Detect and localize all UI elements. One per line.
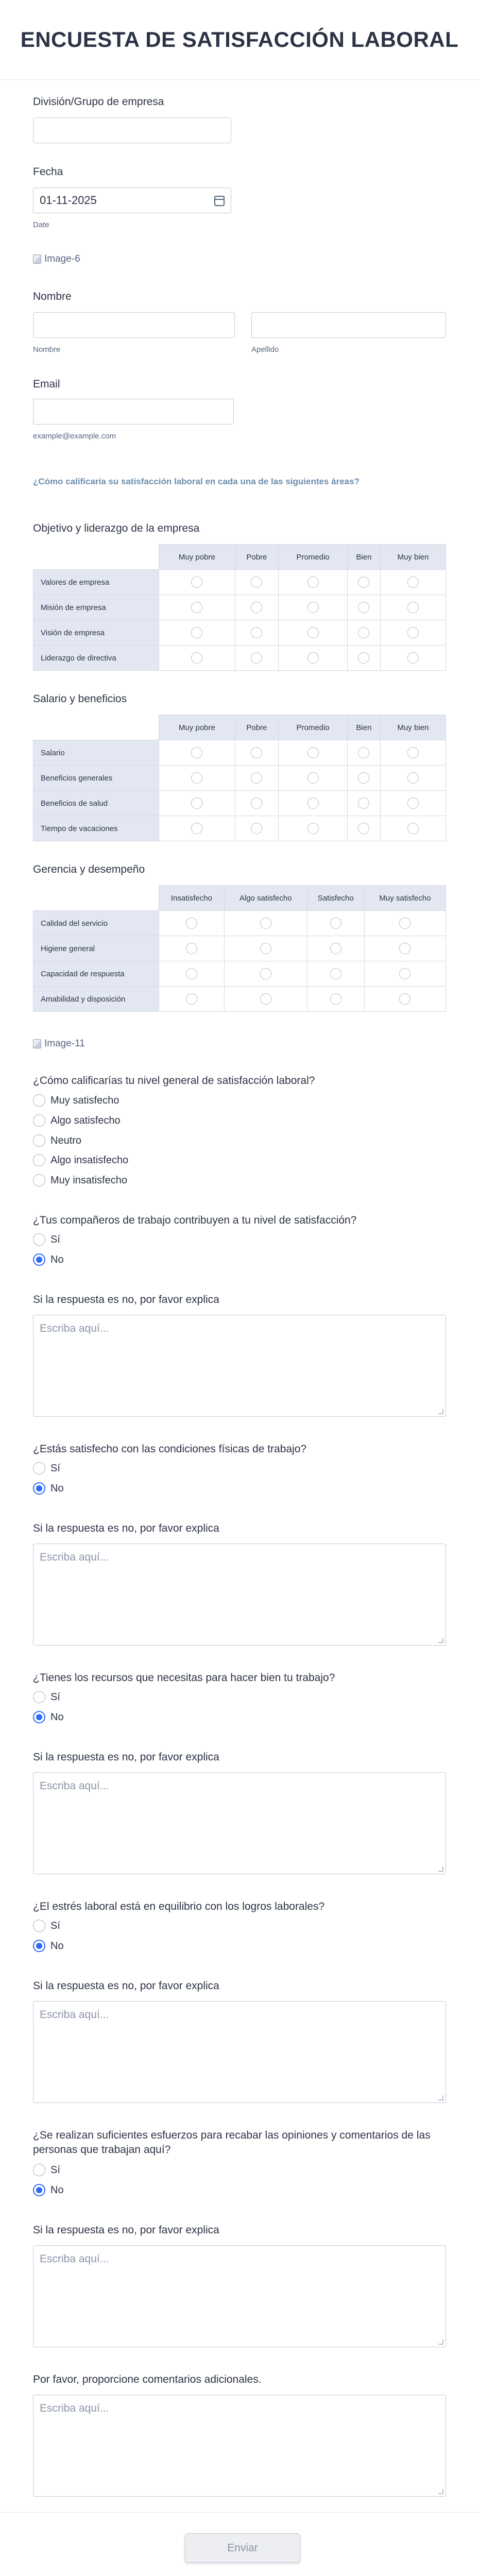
- matrix-row: [33, 620, 446, 646]
- radio-label: Sí: [50, 1462, 60, 1474]
- matrix-radio[interactable]: [251, 627, 262, 638]
- radio-option-yes[interactable]: [33, 1233, 60, 1246]
- matrix-radio[interactable]: [251, 798, 262, 809]
- matrix-row-label: Tiempo de vacaciones: [33, 816, 159, 841]
- matrix-radio[interactable]: [407, 652, 419, 664]
- radio-option-no[interactable]: [33, 1940, 64, 1952]
- resize-grip-icon[interactable]: [438, 2489, 443, 2494]
- resize-grip-icon[interactable]: [438, 2340, 443, 2345]
- matrix-row: [33, 595, 446, 620]
- matrix-radio[interactable]: [407, 823, 419, 834]
- name-label: Nombre: [33, 291, 72, 302]
- coworkers-question: ¿Tus compañeros de trabajo contribuyen a tu nivel de satisfacción?: [33, 1214, 357, 1226]
- explain-label: Si la respuesta es no, por favor explica: [33, 1294, 219, 1306]
- matrix-1-title: Objetivo y liderazgo de la empresa: [33, 522, 200, 534]
- matrix-row: [33, 791, 446, 816]
- broken-image-icon: [33, 255, 41, 264]
- matrix-radio[interactable]: [358, 798, 369, 809]
- matrix-radio[interactable]: [358, 602, 369, 613]
- radio-label: No: [50, 1482, 64, 1494]
- matrix-radio[interactable]: [251, 747, 262, 758]
- matrix-row-label: Visión de empresa: [33, 620, 159, 646]
- matrix-2-col-header: Pobre: [235, 715, 278, 740]
- areas-heading: ¿Cómo calificaría su satisfacción laboral en cada una de las siguientes áreas?: [33, 477, 360, 486]
- email-label: Email: [33, 378, 60, 390]
- matrix-row-label: Misión de empresa: [33, 595, 159, 620]
- matrix-radio[interactable]: [251, 772, 262, 784]
- matrix-radio[interactable]: [186, 943, 197, 954]
- date-label: Fecha: [33, 166, 63, 178]
- explain-label: Si la respuesta es no, por favor explica: [33, 1980, 219, 1992]
- textarea-placeholder: Escriba aquí...: [40, 1780, 109, 1792]
- matrix-radio[interactable]: [191, 627, 202, 638]
- radio-button-checked[interactable]: [33, 1711, 45, 1723]
- radio-button[interactable]: [33, 1094, 45, 1107]
- matrix-row-label: Valores de empresa: [33, 570, 159, 595]
- first-name-input[interactable]: [33, 312, 235, 338]
- matrix-row: [33, 570, 446, 595]
- radio-button-checked[interactable]: [33, 1482, 45, 1495]
- comments-label: Por favor, proporcione comentarios adicionales.: [33, 2374, 262, 2385]
- radio-label: Algo insatisfecho: [50, 1154, 129, 1166]
- matrix-radio[interactable]: [307, 577, 319, 588]
- matrix-row: [33, 766, 446, 791]
- matrix-radio[interactable]: [399, 993, 410, 1005]
- matrix-row: [33, 911, 446, 936]
- radio-button[interactable]: [33, 1134, 45, 1147]
- radio-option-yes[interactable]: [33, 1462, 60, 1475]
- overall-question: ¿Cómo calificarías tu nivel general de satisfacción laboral?: [33, 1075, 315, 1087]
- explain-textarea[interactable]: [33, 1772, 446, 1874]
- matrix-radio[interactable]: [358, 823, 369, 834]
- explain-textarea[interactable]: [33, 1544, 446, 1646]
- resize-grip-icon[interactable]: [438, 2095, 443, 2100]
- radio-button[interactable]: [33, 2164, 45, 2176]
- matrix-radio[interactable]: [407, 747, 419, 758]
- matrix-radio[interactable]: [307, 823, 319, 834]
- matrix-row-label: Salario: [33, 740, 159, 766]
- last-name-input[interactable]: [251, 312, 446, 338]
- explain-label: Si la respuesta es no, por favor explica: [33, 1751, 219, 1763]
- matrix-radio[interactable]: [307, 772, 319, 784]
- matrix-radio[interactable]: [307, 747, 319, 758]
- matrix-radio[interactable]: [358, 772, 369, 784]
- matrix-1: [33, 544, 446, 671]
- radio-label: Sí: [50, 1691, 60, 1703]
- matrix-1-col-header: Pobre: [235, 545, 278, 570]
- radio-button[interactable]: [33, 1114, 45, 1127]
- matrix-row-label: Calidad del servicio: [33, 911, 159, 936]
- matrix-radio[interactable]: [260, 918, 271, 929]
- textarea-placeholder: Escriba aquí...: [40, 1551, 109, 1563]
- matrix-radio[interactable]: [330, 918, 341, 929]
- radio-option-no[interactable]: [33, 1482, 64, 1495]
- matrix-3-title: Gerencia y desempeño: [33, 863, 145, 875]
- matrix-radio[interactable]: [307, 627, 319, 638]
- feedback-efforts-question: ¿Se realizan suficientes esfuerzos para recabar las opiniones y comentarios de las personas que trabajan aquí?: [33, 2129, 431, 2156]
- matrix-2-title: Salario y beneficios: [33, 693, 127, 705]
- radio-option[interactable]: [33, 1134, 81, 1147]
- division-input[interactable]: [33, 117, 231, 143]
- matrix-1-col-header: Muy pobre: [159, 545, 235, 570]
- resize-grip-icon[interactable]: [438, 1638, 443, 1643]
- matrix-row: [33, 936, 446, 961]
- matrix-radio[interactable]: [330, 943, 341, 954]
- matrix-radio[interactable]: [260, 943, 271, 954]
- matrix-radio[interactable]: [358, 652, 369, 664]
- matrix-radio[interactable]: [186, 918, 197, 929]
- radio-button[interactable]: [33, 1154, 45, 1166]
- explain-label: Si la respuesta es no, por favor explica: [33, 1522, 219, 1534]
- resize-grip-icon[interactable]: [438, 1867, 443, 1872]
- radio-label: Sí: [50, 2164, 60, 2176]
- radio-label: No: [50, 1711, 64, 1723]
- date-input[interactable]: [33, 188, 231, 213]
- matrix-radio[interactable]: [358, 747, 369, 758]
- matrix-radio[interactable]: [191, 577, 202, 588]
- matrix-radio[interactable]: [251, 577, 262, 588]
- matrix-radio[interactable]: [251, 823, 262, 834]
- radio-label: Muy satisfecho: [50, 1094, 119, 1106]
- matrix-radio[interactable]: [330, 993, 341, 1005]
- resources-question: ¿Tienes los recursos que necesitas para hacer bien tu trabajo?: [33, 1672, 335, 1684]
- last-name-sublabel: Apellido: [251, 345, 279, 354]
- matrix-3-col-header: Insatisfecho: [159, 886, 225, 911]
- form-title: ENCUESTA DE SATISFACCIÓN LABORAL: [20, 27, 459, 52]
- image-11-alt: Image-11: [44, 1038, 85, 1049]
- radio-option[interactable]: [33, 1154, 128, 1166]
- radio-option-yes[interactable]: [33, 1920, 60, 1932]
- matrix-2-col-header: Muy bien: [380, 715, 446, 740]
- matrix-radio[interactable]: [191, 747, 202, 758]
- matrix-radio[interactable]: [358, 627, 369, 638]
- matrix-1-col-header: Muy bien: [380, 545, 446, 570]
- textarea-placeholder: Escriba aquí...: [40, 2009, 109, 2021]
- radio-button-checked[interactable]: [33, 2184, 45, 2196]
- matrix-radio[interactable]: [260, 968, 271, 979]
- radio-label: Neutro: [50, 1134, 82, 1146]
- radio-label: No: [50, 1940, 64, 1952]
- matrix-radio[interactable]: [407, 577, 419, 588]
- form-header: [0, 0, 479, 80]
- matrix-radio[interactable]: [358, 577, 369, 588]
- textarea-placeholder: Escriba aquí...: [40, 1323, 109, 1334]
- matrix-radio[interactable]: [307, 652, 319, 664]
- radio-label: Sí: [50, 1233, 60, 1245]
- image-6-alt: Image-6: [44, 253, 80, 264]
- matrix-radio[interactable]: [399, 943, 410, 954]
- date-sublabel: Date: [33, 221, 49, 229]
- image-6-placeholder: [33, 253, 80, 265]
- matrix-row: [33, 961, 446, 987]
- matrix-row-label: Higiene general: [33, 936, 159, 961]
- matrix-row-label: Beneficios de salud: [33, 791, 159, 816]
- division-label: División/Grupo de empresa: [33, 96, 164, 108]
- matrix-corner: [33, 545, 159, 570]
- matrix-row-label: Beneficios generales: [33, 766, 159, 791]
- matrix-radio[interactable]: [399, 918, 410, 929]
- matrix-2-col-header: Bien: [348, 715, 381, 740]
- matrix-radio[interactable]: [191, 652, 202, 664]
- resize-grip-icon[interactable]: [438, 1409, 443, 1414]
- email-sublabel: example@example.com: [33, 432, 116, 440]
- explain-textarea[interactable]: [33, 2001, 446, 2103]
- email-input[interactable]: [33, 399, 234, 425]
- matrix-radio[interactable]: [330, 968, 341, 979]
- matrix-2-col-header: Promedio: [279, 715, 348, 740]
- radio-button[interactable]: [33, 1462, 45, 1475]
- matrix-2: [33, 715, 446, 841]
- calendar-icon[interactable]: [214, 196, 225, 206]
- matrix-radio[interactable]: [307, 798, 319, 809]
- matrix-row-label: Capacidad de respuesta: [33, 961, 159, 987]
- matrix-radio[interactable]: [191, 602, 202, 613]
- footer-divider: [0, 2512, 479, 2513]
- radio-option-no[interactable]: [33, 1711, 64, 1723]
- matrix-radio[interactable]: [407, 627, 419, 638]
- matrix-radio[interactable]: [251, 602, 262, 613]
- physical-conditions-question: ¿Estás satisfecho con las condiciones físicas de trabajo?: [33, 1443, 307, 1455]
- matrix-row: [33, 816, 446, 841]
- radio-button-checked[interactable]: [33, 1253, 45, 1266]
- first-name-sublabel: Nombre: [33, 345, 61, 354]
- matrix-row-label: Amabilidad y disposición: [33, 987, 159, 1012]
- explain-textarea[interactable]: [33, 2245, 446, 2347]
- radio-button[interactable]: [33, 1233, 45, 1246]
- matrix-radio[interactable]: [407, 772, 419, 784]
- explain-label: Si la respuesta es no, por favor explica: [33, 2224, 219, 2236]
- explain-textarea[interactable]: [33, 1315, 446, 1417]
- textarea-placeholder: Escriba aquí...: [40, 2402, 109, 2414]
- radio-label: Algo satisfecho: [50, 1114, 121, 1126]
- broken-image-icon: [33, 1039, 41, 1048]
- matrix-radio[interactable]: [399, 968, 410, 979]
- radio-label: No: [50, 2184, 64, 2196]
- submit-button[interactable]: Enviar: [185, 2533, 300, 2563]
- matrix-radio[interactable]: [407, 798, 419, 809]
- matrix-3-col-header: Muy satisfecho: [364, 886, 446, 911]
- matrix-3-col-header: Algo satisfecho: [224, 886, 307, 911]
- matrix-1-col-header: Promedio: [279, 545, 348, 570]
- matrix-radio[interactable]: [251, 652, 262, 664]
- matrix-corner: [33, 886, 159, 911]
- radio-option-no[interactable]: [33, 2184, 64, 2196]
- matrix-row: [33, 987, 446, 1012]
- matrix-row: [33, 740, 446, 766]
- radio-label: Muy insatisfecho: [50, 1174, 127, 1186]
- radio-button-checked[interactable]: [33, 1940, 45, 1952]
- date-value: 01-11-2025: [40, 194, 97, 207]
- matrix-row-label: Liderazgo de directiva: [33, 646, 159, 671]
- image-11-placeholder: [33, 1038, 85, 1049]
- matrix-3-col-header: Satisfecho: [307, 886, 364, 911]
- radio-option[interactable]: [33, 1094, 119, 1107]
- matrix-corner: [33, 715, 159, 740]
- matrix-radio[interactable]: [407, 602, 419, 613]
- textarea-placeholder: Escriba aquí...: [40, 2253, 109, 2265]
- radio-label: No: [50, 1253, 64, 1265]
- matrix-radio[interactable]: [191, 772, 202, 784]
- radio-button[interactable]: [33, 1691, 45, 1703]
- matrix-radio[interactable]: [186, 968, 197, 979]
- matrix-3: [33, 885, 446, 1012]
- stress-question: ¿El estrés laboral está en equilibrio con los logros laborales?: [33, 1901, 325, 1912]
- radio-option-no[interactable]: [33, 1253, 64, 1266]
- radio-option[interactable]: [33, 1114, 121, 1127]
- comments-textarea[interactable]: [33, 2395, 446, 2497]
- matrix-1-col-header: Bien: [348, 545, 381, 570]
- matrix-radio[interactable]: [186, 993, 197, 1005]
- matrix-row: [33, 646, 446, 671]
- matrix-radio[interactable]: [260, 993, 271, 1005]
- matrix-2-col-header: Muy pobre: [159, 715, 235, 740]
- radio-button[interactable]: [33, 1920, 45, 1932]
- matrix-radio[interactable]: [307, 602, 319, 613]
- radio-option[interactable]: [33, 1174, 127, 1187]
- radio-option-yes[interactable]: [33, 2164, 60, 2176]
- matrix-radio[interactable]: [191, 798, 202, 809]
- matrix-radio[interactable]: [191, 823, 202, 834]
- radio-label: Sí: [50, 1920, 60, 1931]
- radio-button[interactable]: [33, 1174, 45, 1187]
- radio-option-yes[interactable]: [33, 1691, 60, 1703]
